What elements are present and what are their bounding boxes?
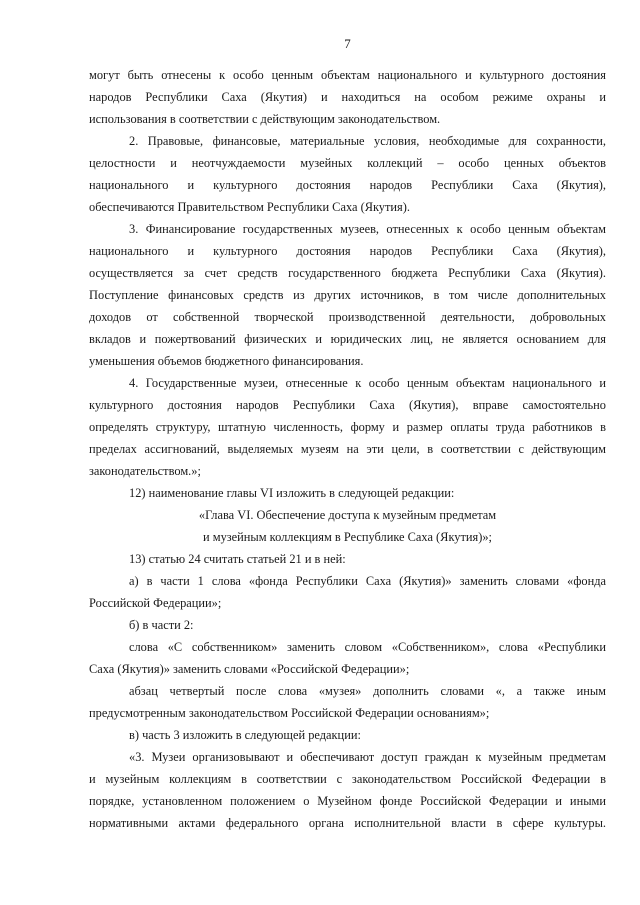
- paragraph-p3: [89, 218, 606, 372]
- paragraph-p9: [89, 614, 606, 636]
- text-line: слова «С собственником» заменить словом «Собственником», слова «Республики: [129, 640, 606, 654]
- text-line: законодательством.»;: [89, 464, 201, 478]
- paragraph-p4: [89, 372, 606, 482]
- text-line: абзац четвертый после слова «музея» дополнить словами «, а также иным: [129, 684, 606, 698]
- text-line: национального и культурного достояния народов Республики Саха (Якутия),: [89, 178, 606, 192]
- text-line: «Глава VI. Обеспечение доступа к музейным предметам: [198, 508, 497, 522]
- text-line: доходов от собственной творческой производственной деятельности, добровольных: [89, 310, 606, 324]
- paragraph-p11: [89, 680, 606, 724]
- text-line: предусмотренным законодательством Российской Федерации основаниям»;: [89, 706, 490, 720]
- page-number: 7: [344, 36, 351, 51]
- paragraph-p7: [89, 548, 606, 570]
- text-line: и музейным коллекциям в соответствии с законодательством Российской Федерации в: [89, 772, 606, 786]
- text-line: вкладов и пожертвований физических и юридических лиц, не является основанием для: [89, 332, 606, 346]
- text-line: а) в части 1 слова «фонда Республики Саха (Якутия)» заменить словами «фонда: [129, 574, 606, 588]
- text-line: б) в части 2:: [129, 618, 194, 632]
- text-line: Поступление финансовых средств из других источников, в том числе дополнительных: [89, 288, 606, 302]
- paragraph-p1: [89, 64, 606, 130]
- text-line: нормативными актами федерального органа исполнительной власти в сфере культуры.: [89, 816, 606, 830]
- paragraph-p10: [89, 636, 606, 680]
- paragraph-p13: [89, 746, 606, 834]
- text-line: 2. Правовые, финансовые, материальные условия, необходимые для сохранности,: [129, 134, 606, 148]
- paragraph-p2: [89, 130, 606, 218]
- paragraph-p12: [89, 724, 606, 746]
- text-line: 3. Финансирование государственных музеев, отнесенных к особо ценным объектам: [129, 222, 606, 236]
- text-line: осуществляется за счет средств государственного бюджета Республики Саха (Якутия).: [89, 266, 606, 280]
- text-line: пределах ассигнований, выделяемых музеям на эти цели, в соответствии с действующим: [89, 442, 606, 456]
- text-line: Российской Федерации»;: [89, 596, 222, 610]
- text-line: обеспечиваются Правительством Республики Саха (Якутия).: [89, 200, 410, 214]
- text-line: в) часть 3 изложить в следующей редакции:: [129, 728, 361, 742]
- paragraph-p6: [89, 504, 606, 548]
- text-line: порядке, установленном положением о Музейном фонде Российской Федерации и иными: [89, 794, 606, 808]
- text-line: целостности и неотчуждаемости музейных коллекций – особо ценных объектов: [89, 156, 606, 170]
- text-line: 4. Государственные музеи, отнесенные к особо ценным объектам национального и: [129, 376, 606, 390]
- text-line: и музейным коллекциям в Республике Саха (Якутия)»;: [203, 530, 492, 544]
- document-body: [89, 64, 606, 834]
- paragraph-p5: [89, 482, 606, 504]
- text-line: «3. Музеи организовывают и обеспечивают доступ граждан к музейным предметам: [129, 750, 606, 764]
- text-line: народов Республики Саха (Якутия) и находиться на особом режиме охраны и: [89, 90, 606, 104]
- paragraph-p8: [89, 570, 606, 614]
- text-line: Саха (Якутия)» заменить словами «Российской Федерации»;: [89, 662, 410, 676]
- text-line: могут быть отнесены к особо ценным объектам национального и культурного достояния: [89, 68, 606, 82]
- text-line: культурного достояния народов Республики Саха (Якутия), вправе самостоятельно: [89, 398, 606, 412]
- text-line: 12) наименование главы VI изложить в следующей редакции:: [129, 486, 455, 500]
- text-line: использования в соответствии с действующим законодательством.: [89, 112, 441, 126]
- text-line: определять структуру, штатную численность, форму и размер оплаты труда работников в: [89, 420, 606, 434]
- text-line: национального и культурного достояния народов Республики Саха (Якутия),: [89, 244, 606, 258]
- text-line: уменьшения объемов бюджетного финансирования.: [89, 354, 364, 368]
- text-line: 13) статью 24 считать статьей 21 и в ней:: [129, 552, 346, 566]
